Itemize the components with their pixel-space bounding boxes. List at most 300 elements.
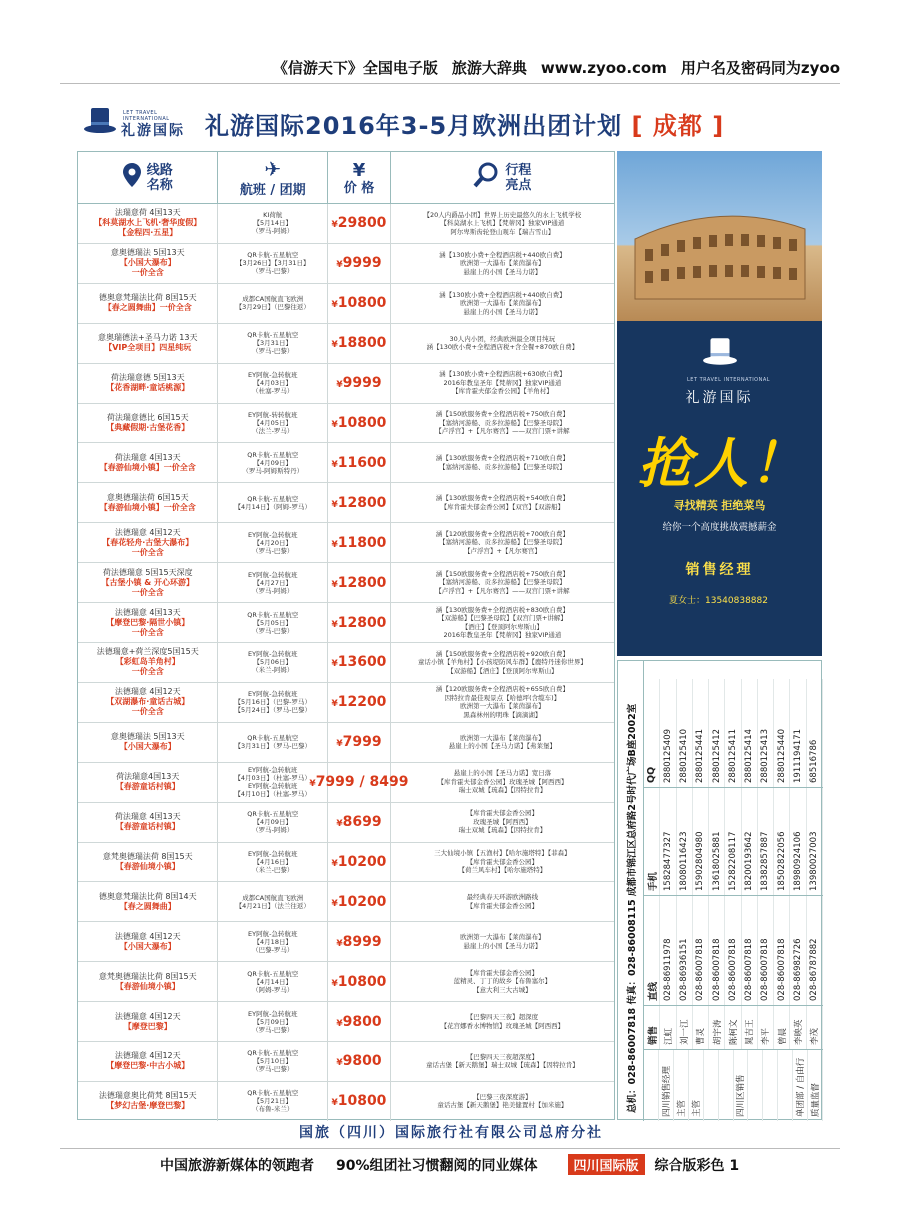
contacts-cell: 18080116423: [677, 788, 693, 895]
flight-info: QR卡航-五星航空 【5月21日】 （布鲁-米兰）: [247, 1089, 299, 1114]
table-header: [78, 152, 614, 204]
contacts-cell: [719, 1050, 734, 1121]
contacts-cell: 2880125410: [677, 679, 693, 787]
dict-label: 旅游大辞典: [451, 59, 527, 77]
contacts-cell: 68516786: [807, 679, 823, 787]
price-cell: [328, 843, 391, 882]
route-tag: 【小国大瀑布】: [119, 941, 176, 951]
yen-icon: ¥: [331, 699, 338, 710]
login-hint: 用户名及密码同为zyoo: [680, 59, 840, 77]
highlight-cell: [391, 284, 614, 323]
flight-cell: [218, 922, 328, 961]
brand-cn: 礼游国际: [121, 123, 185, 139]
route-tag: 【小国大瀑布】: [119, 742, 176, 752]
route-tag: 【彩虹岛羊角村】 一价全含: [115, 657, 180, 677]
contacts-cell: 028-86007818: [758, 896, 774, 1005]
route-cell: [78, 204, 218, 243]
price: ¥10800: [331, 295, 387, 312]
route-name: 德奥意梵瑞法比荷 8国14天: [98, 891, 197, 901]
table-row: [78, 843, 614, 883]
price-cell: [328, 364, 391, 403]
table-row: [78, 244, 614, 284]
contacts-cell: 028-86936151: [677, 896, 693, 1005]
flight-info: QR卡航-五星航空 【5月05日】 （罗马-巴黎）: [247, 610, 299, 635]
highlight-text: 欧洲第一大瀑布【莱茵瀑布】 悬崖上的小国【圣马力诺】【弗莱堡】: [448, 733, 557, 751]
route-tag: 【春游童话村镇】: [115, 782, 180, 792]
recruit-ad: [617, 151, 822, 656]
flight-cell: [218, 404, 328, 443]
ad-job-title: 销售经理: [685, 562, 754, 578]
magnifier-icon: [473, 162, 499, 194]
flight-cell: [218, 324, 328, 363]
flight-info: QR卡航-五星航空 【3月26日】【3月31日】 （罗马-巴黎）: [235, 251, 310, 276]
table-row: [78, 483, 614, 523]
flight-cell: [218, 603, 328, 642]
contacts-cell: 13980027003: [807, 788, 823, 895]
highlight-cell: [391, 523, 614, 562]
flight-info: QR卡航-五星航空 【5月10日】 （罗马-巴黎）: [247, 1049, 299, 1074]
highlight-text: 涵【150欧服务费+全程酒店税+750欧自费】 【塞纳河游船、贡多拉游船】【巴黎圣母院】 【卢浮宫】+【凡尔赛宫】——双宫门票+讲解: [435, 569, 570, 595]
highlight-cell: [391, 483, 614, 522]
col-highlight-header: 行程 亮点: [391, 152, 614, 203]
office-address: 总机：028-86007818 传真：028-86008115 成都市锦江区总府路2号时代广场B座2002室: [618, 661, 644, 1121]
route-name: 荷法瑞意 4国13天: [114, 812, 181, 822]
contacts-cell: 2880125409: [660, 679, 676, 787]
contacts-name-col: [644, 1005, 823, 1049]
flight-info: 成都CA国航直飞欧洲 【3月29日】（巴黎往返）: [235, 295, 310, 312]
flight-info: QR卡航-五星航空 【3月31日】（罗马-巴黎）: [234, 734, 312, 751]
flight-info: EY阿航-急转航班 【4月27日】 （罗马-阿姆）: [248, 570, 298, 595]
route-cell: [78, 1042, 218, 1081]
route-tag: 【春游仙境小镇】一价全含: [99, 462, 196, 472]
highlight-text: 悬崖上的小国【圣马力诺】宽日落 【库肯霍夫郁金香公园】玫瑰圣城【阿西西】 瑞士双城【琉森】【因特拉肯】: [437, 769, 568, 795]
flight-cell: [218, 284, 328, 323]
yen-icon: ¥: [331, 898, 338, 909]
route-cell: [78, 523, 218, 562]
price-cell: [328, 1002, 391, 1041]
flight-cell: [218, 1042, 328, 1081]
contacts-cell: 四川区销售: [734, 1050, 749, 1121]
route-tag: 【摩登巴黎】: [123, 1021, 172, 1031]
route-tag: 【春游仙境小镇】: [115, 981, 180, 991]
flight-cell: [218, 882, 328, 921]
flight-cell: [218, 443, 328, 482]
price-cell: [328, 803, 391, 842]
table-body: [78, 204, 614, 1121]
contacts-cell: 1911194171: [790, 679, 806, 787]
flight-cell: [218, 683, 328, 722]
route-cell: [78, 324, 218, 363]
flight-cell: [218, 643, 328, 682]
contacts-cell: 028-86007818: [709, 896, 725, 1005]
flight-info: QR卡航-五星航空 【4月09日】 （罗马-阿姆）: [247, 810, 299, 835]
highlight-text: 【巴黎四天三夜】超深度 【花宫娜香水博物馆】玫瑰圣城【阿西西】: [440, 1013, 565, 1030]
table-row: [78, 563, 614, 603]
contacts-cell: 李茂: [807, 1006, 823, 1049]
table-row: [78, 404, 614, 444]
route-cell: [78, 643, 218, 682]
route-cell: [78, 284, 218, 323]
flight-info: QR卡航-五星航空 【4月14日】 （阿姆-罗马）: [247, 969, 299, 994]
yen-icon: ¥: [331, 220, 338, 231]
route-name: 法德瑞意 4国12天: [114, 687, 181, 697]
price: ¥7999: [336, 734, 382, 751]
highlight-cell: [391, 1042, 614, 1081]
table-row: [78, 962, 614, 1002]
ad-subslogan: 寻找精英 拒绝菜鸟: [673, 499, 766, 512]
price-cell: [328, 523, 391, 562]
price-cell: [328, 643, 391, 682]
edition-title: 《信游天下》全国电子版: [272, 59, 438, 77]
flight-cell: [218, 523, 328, 562]
route-name: 意奥德瑞法 5国13天: [110, 732, 185, 742]
contacts-cell: 15828477327: [660, 788, 676, 895]
highlight-cell: [391, 922, 614, 961]
highlight-text: 30人内小团，经典欧洲最全项目纯玩 涵【130欧小费+全程酒店税+含全餐+870欧自费】: [426, 334, 579, 352]
price: ¥9999: [336, 255, 382, 272]
contacts-cell: 主管: [674, 1050, 689, 1121]
yen-icon: ¥: [336, 1018, 343, 1029]
highlight-cell: [391, 843, 614, 882]
price-cell: [328, 284, 391, 323]
price-cell: [328, 483, 391, 522]
price-cell: [328, 922, 391, 961]
contacts-cell: 15902804980: [693, 788, 709, 895]
table-row: [78, 922, 614, 962]
highlight-cell: [391, 1002, 614, 1041]
contacts-cell: 028-86007818: [774, 896, 790, 1005]
highlight-text: 涵【150欧服务费+全程酒店税+750欧自费】 【塞纳河游船、贡多拉游船】【巴黎圣母院】 【卢浮宫】+【凡尔赛宫】——双宫门票+讲解: [435, 410, 570, 436]
route-name: 法德瑞意 4国12天: [114, 1011, 181, 1021]
table-row: [78, 1002, 614, 1042]
route-cell: [78, 1082, 218, 1121]
price-cell: [309, 763, 409, 802]
contacts-cell: 18200193642: [742, 788, 758, 895]
table-row: [78, 603, 614, 643]
yen-icon: ¥: [331, 659, 338, 670]
highlight-cell: [391, 204, 614, 243]
price: ¥10800: [331, 1093, 387, 1110]
price-cell: [328, 603, 391, 642]
contacts-cell: 2880125411: [725, 679, 741, 787]
yen-icon: ¥: [331, 539, 338, 550]
page-header: [75, 95, 827, 151]
contacts-cell: 2880125441: [693, 679, 709, 787]
route-tag: 【春游童话村镇】: [115, 822, 180, 832]
top-hat-icon: [702, 336, 738, 368]
route-name: 德奥意梵瑞法比荷 8国15天: [98, 293, 197, 303]
yen-icon: ¥: [331, 300, 338, 311]
route-cell: [78, 404, 218, 443]
colosseum-icon: [635, 199, 805, 299]
contacts-cell: 单团部 / 自由行: [793, 1050, 808, 1121]
highlight-cell: [391, 563, 614, 602]
highlight-text: 涵【130欧小费+全程酒店税+630欧自费】 2016年教皇圣年【梵蒂冈】独家VIP通道 【库肯霍夫郁金香公园】【羊角村】: [439, 370, 566, 396]
highlight-text: 最经典春天环游欧洲路线 【库肯霍夫郁金香公园】: [466, 893, 539, 910]
ad-brand-en: LET TRAVEL INTERNATIONAL: [687, 377, 771, 383]
highlight-text: 涵【120欧服务费+全程酒店税+655欧自费】 因特拉肯最佳观景点【哈德坪(含缆车)】 欧洲第一大瀑布【莱茵瀑布】 黑森林州的明珠【滴滴湖】: [435, 685, 570, 719]
flight-cell: [218, 563, 328, 602]
route-name: 荷法瑞意4国13天: [116, 772, 180, 782]
price: ¥7999 / 8499: [309, 774, 409, 791]
route-name: 荷法瑞意德 5国13天: [110, 373, 185, 383]
price-cell: [328, 882, 391, 921]
yen-icon: ¥: [331, 619, 338, 630]
table-row: [78, 683, 614, 723]
table-row: [78, 1042, 614, 1082]
edition-label: 综合版彩色 1: [654, 1157, 740, 1174]
flight-cell: [218, 962, 328, 1001]
route-cell: [78, 922, 218, 961]
contacts-cell: 028-86007818: [693, 896, 709, 1005]
map-pin-icon: [123, 163, 141, 193]
route-name: 法德瑞意奥比荷梵 8国15天: [98, 1091, 197, 1101]
top-hat-icon: [83, 106, 117, 136]
contacts-cell: 028-86007818: [725, 896, 741, 1005]
yen-icon: ¥: [336, 1058, 343, 1069]
tour-table: [77, 151, 615, 1120]
price: ¥8999: [336, 933, 382, 950]
contacts-cell: 028-86911978: [660, 896, 676, 1005]
yen-icon: ¥: [352, 159, 366, 181]
contacts-header-cell: QQ: [644, 679, 660, 787]
route-name: 法德瑞意 4国12天: [114, 527, 181, 537]
price-cell: [328, 1082, 391, 1121]
route-name: 荷法瑞意德比 6国15天: [106, 412, 189, 422]
highlight-cell: [391, 404, 614, 443]
highlight-cell: [391, 643, 614, 682]
highlight-cell: [391, 364, 614, 403]
yen-icon: ¥: [331, 419, 338, 430]
table-row: [78, 324, 614, 364]
route-cell: [78, 483, 218, 522]
ad-subslogan-2: 给你一个高度挑战震撼薪金: [662, 522, 777, 533]
contacts-cell: 曾晨: [774, 1006, 790, 1049]
route-tag: 【VIP全项目】四星纯玩: [104, 343, 192, 353]
yen-icon: ¥: [336, 260, 343, 271]
highlight-text: 欧洲第一大瀑布【莱茵瀑布】 悬崖上的小国【圣马力诺】: [460, 933, 545, 950]
price-cell: [328, 683, 391, 722]
price: ¥12800: [331, 614, 387, 631]
route-cell: [78, 882, 218, 921]
contacts-header-cell: 手机: [644, 788, 660, 895]
route-cell: [78, 364, 218, 403]
contacts-header-cell: 销售: [644, 1006, 660, 1049]
flight-info: EY阿航-急转航班 【4月18日】 （巴黎-罗马）: [248, 929, 298, 954]
contacts-role-col: [644, 1049, 823, 1121]
table-row: [78, 763, 614, 803]
contacts-qq-col: [644, 679, 823, 787]
contacts-cell: 18980924106: [790, 788, 806, 895]
table-row: [78, 643, 614, 683]
price-cell: [328, 1042, 391, 1081]
highlight-text: 涵【130欧服务费+全程酒店税+710欧自费】 【塞纳河游船、贡多拉游船】【巴黎圣母院】: [435, 454, 570, 471]
contacts-cell: 028-86007818: [742, 896, 758, 1005]
price: ¥9999: [336, 375, 382, 392]
contacts-cell: 晁吉王: [742, 1006, 758, 1049]
route-tag: 【春之圆舞曲】一价全含: [103, 303, 192, 313]
contacts-cell: 四川销售经理: [659, 1050, 674, 1121]
yen-icon: ¥: [331, 858, 338, 869]
contacts-cell: 028-86982726: [790, 896, 806, 1005]
route-tag: 【春花轻舟·古堡大瀑布】 一价全含: [102, 537, 194, 557]
highlight-cell: [391, 1082, 614, 1121]
highlight-text: 涵【120欧服务费+全程酒店税+700欧自费】 【塞纳河游船、贡多拉游船】【巴黎圣母院】 【卢浮宫】+【凡尔赛宫】: [435, 529, 570, 555]
price: ¥8699: [336, 814, 382, 831]
contacts-cell: 胡宇涛: [709, 1006, 725, 1049]
route-name: 法德瑞意 4国12天: [114, 931, 181, 941]
edition-badge: 四川国际版: [568, 1154, 645, 1175]
colosseum-photo: [617, 151, 822, 321]
contacts-cell: 18502822056: [774, 788, 790, 895]
flight-info: EY阿航-急转航班 【4月16日】 （米兰-巴黎）: [248, 849, 298, 874]
flight-cell: [218, 843, 328, 882]
table-row: [78, 284, 614, 324]
highlight-cell: [391, 962, 614, 1001]
flight-info: EY阿航-急转航班 【5月16日】（巴黎-罗马） 【5月24日】（罗马-巴黎）: [234, 690, 312, 715]
yen-icon: ¥: [331, 340, 338, 351]
flight-info: QR卡航-五星航空 【3月31日】 （罗马-巴黎）: [247, 331, 299, 356]
highlight-text: 【20人内爵品小团】世界上历史最悠久的水上飞机学校 【科莫湖水上飞机】【梵蒂冈】独家VIP通道 阿尔卑斯齿轮登山观车【瑞吉雪山】: [423, 210, 582, 236]
contacts-table: [644, 661, 823, 1121]
yen-icon: ¥: [331, 579, 338, 590]
table-row: [78, 523, 614, 563]
contacts-cell: 2880125440: [774, 679, 790, 787]
route-name: 法德瑞意 4国13天: [114, 607, 181, 617]
route-cell: [78, 843, 218, 882]
flight-info: EY阿航-急转航班 【4月03日】（杜塞-罗马） EY阿航-急转航班 【4月10日】（杜塞-罗马）: [234, 766, 311, 799]
contacts-cell: [778, 1050, 793, 1121]
flight-cell: [218, 204, 328, 243]
contacts-cell: 李映英: [790, 1006, 806, 1049]
contacts-cell: 刘一江: [677, 1006, 693, 1049]
highlight-text: 三大仙境小镇【五渔村】【哈尔施塔特】【菲森】 【库肯霍夫郁金香公园】 【荷兰风车村】【哈尔施塔特】: [434, 849, 571, 875]
price: ¥18800: [331, 335, 387, 352]
ad-brand-cn: 礼游国际: [685, 390, 754, 406]
price: ¥10800: [331, 414, 387, 431]
price-cell: [328, 723, 391, 762]
contacts-cell: [763, 1050, 778, 1121]
ad-slogan: 抢人！: [638, 432, 806, 495]
route-tag: 【花香湖畔·童话桃源】: [106, 383, 190, 393]
contacts-cell: 主管: [689, 1050, 704, 1121]
table-row: [78, 364, 614, 404]
route-tag: 【梦幻古堡·摩登巴黎】: [106, 1101, 190, 1111]
route-tag: 【双湖瀑布·童话古城】 一价全含: [106, 697, 190, 717]
highlight-cell: [391, 443, 614, 482]
yen-icon: ¥: [336, 938, 343, 949]
route-cell: [78, 683, 218, 722]
flight-cell: [218, 803, 328, 842]
company-name: 国旅（四川）国际旅行社有限公司总府分社: [299, 1125, 603, 1141]
highlight-cell: [391, 683, 614, 722]
yen-icon: ¥: [331, 978, 338, 989]
route-tag: 【摩登巴黎·中古小城】: [106, 1061, 190, 1071]
route-name: 荷法瑞意 4国13天: [114, 452, 181, 462]
city-tag: [ 成都 ]: [631, 111, 725, 140]
yen-icon: ¥: [331, 459, 338, 470]
route-tag: 【科莫湖水上飞机·奢华度假】 【金程四·五星】: [94, 218, 202, 238]
contacts-tel-col: [644, 895, 823, 1005]
contacts-cell: [748, 1050, 763, 1121]
airplane-icon: ✈: [264, 157, 282, 181]
yen-icon: ¥: [331, 1098, 338, 1109]
yen-icon: ¥: [336, 819, 343, 830]
contacts-cell: 15282208117: [725, 788, 741, 895]
flight-cell: [218, 1002, 328, 1041]
contacts-cell: 2880125414: [742, 679, 758, 787]
flight-cell: [218, 723, 328, 762]
col-route-header: 线路 名称: [78, 152, 218, 203]
highlight-text: 涵【130欧服务费+全程酒店税+540欧自费】 【库肯霍夫郁金香公园】【双宫】【双游船】: [435, 494, 570, 511]
price: ¥10200: [331, 893, 387, 910]
price-cell: [328, 443, 391, 482]
route-cell: [78, 962, 218, 1001]
price: ¥12200: [331, 694, 387, 711]
contacts-cell: 028-86787882: [807, 896, 823, 1005]
route-name: 法德瑞意 4国12天: [114, 1051, 181, 1061]
flight-info: EY阿航-急转航班 【4月20日】 （罗马-巴黎）: [248, 530, 298, 555]
col-price-header: ¥ 价 格: [328, 152, 391, 203]
price: ¥11800: [331, 534, 387, 551]
price-cell: [328, 404, 391, 443]
table-row: [78, 1082, 614, 1121]
highlight-text: 【巴黎四天三夜超深度】 童话古堡【新天鹅堡】瑞士双城【琉森】【因特拉肯】: [426, 1052, 579, 1070]
brand-en: LET TRAVEL INTERNATIONAL: [123, 110, 170, 122]
route-name: 荷法德瑞意 5国15天深度: [102, 567, 193, 577]
price-cell: [328, 563, 391, 602]
price-cell: [328, 244, 391, 283]
flight-info: QR卡航-五星航空 【4月14日】（阿姆-罗马）: [234, 494, 312, 511]
route-name: 意奥德瑞法 5国13天: [110, 248, 185, 258]
route-tag: 【摩登巴黎·隔世小镇】 一价全含: [106, 617, 190, 637]
site-link[interactable]: www.zyoo.com: [540, 58, 667, 77]
price-cell: [328, 204, 391, 243]
highlight-cell: [391, 324, 614, 363]
flight-cell: [218, 483, 328, 522]
contacts-cell: 曹灵: [693, 1006, 709, 1049]
col-flight-header: ✈ 航班 / 团期: [218, 152, 328, 203]
highlight-text: 涵【130欧服务费+全程酒店税+830欧自费】 【双游船】【巴黎圣母院】【双宫门票+讲解】 【酒庄】【登顶阿尔卑斯山】 2016年教皇圣年【梵蒂冈】独家VIP通道: [435, 605, 570, 640]
table-row: [78, 443, 614, 483]
highlight-text: 涵【130欧小费+全程酒店税+440欧自费】 欧洲第一大瀑布【莱茵瀑布】 悬崖上的小国【圣马力诺】: [439, 290, 566, 316]
route-tag: 【春游仙境小镇】一价全含: [99, 502, 196, 512]
route-cell: [78, 723, 218, 762]
route-cell: [78, 443, 218, 482]
highlight-cell: [391, 763, 614, 802]
yen-icon: ¥: [309, 779, 316, 790]
tagline-2: 90%组团社习惯翻阅的同业媒体: [336, 1157, 538, 1174]
route-cell: [78, 244, 218, 283]
contacts-cell: [704, 1050, 719, 1121]
route-cell: [78, 763, 218, 802]
price: ¥12800: [331, 494, 387, 511]
contacts-cell: 18382857887: [758, 788, 774, 895]
contacts-cell: 李平: [758, 1006, 774, 1049]
page-title: 礼游国际2016年3-5月欧洲出团计划 [ 成都 ]: [205, 111, 725, 140]
flight-info: EY阿航-急转航班 【5月06日】 （米兰-阿姆）: [248, 650, 298, 675]
highlight-cell: [391, 723, 614, 762]
contacts-panel: [617, 660, 822, 1120]
highlight-cell: [391, 882, 614, 921]
route-name: 意奥德瑞法荷 6国15天: [106, 492, 189, 502]
route-name: 法德瑞意+荷兰深度5国15天: [96, 647, 199, 657]
top-strip: [60, 52, 840, 84]
route-tag: 【典藏假期·古堡花香】: [106, 422, 190, 432]
brand-logo: [75, 98, 205, 148]
table-row: [78, 204, 614, 244]
flight-cell: [218, 244, 328, 283]
